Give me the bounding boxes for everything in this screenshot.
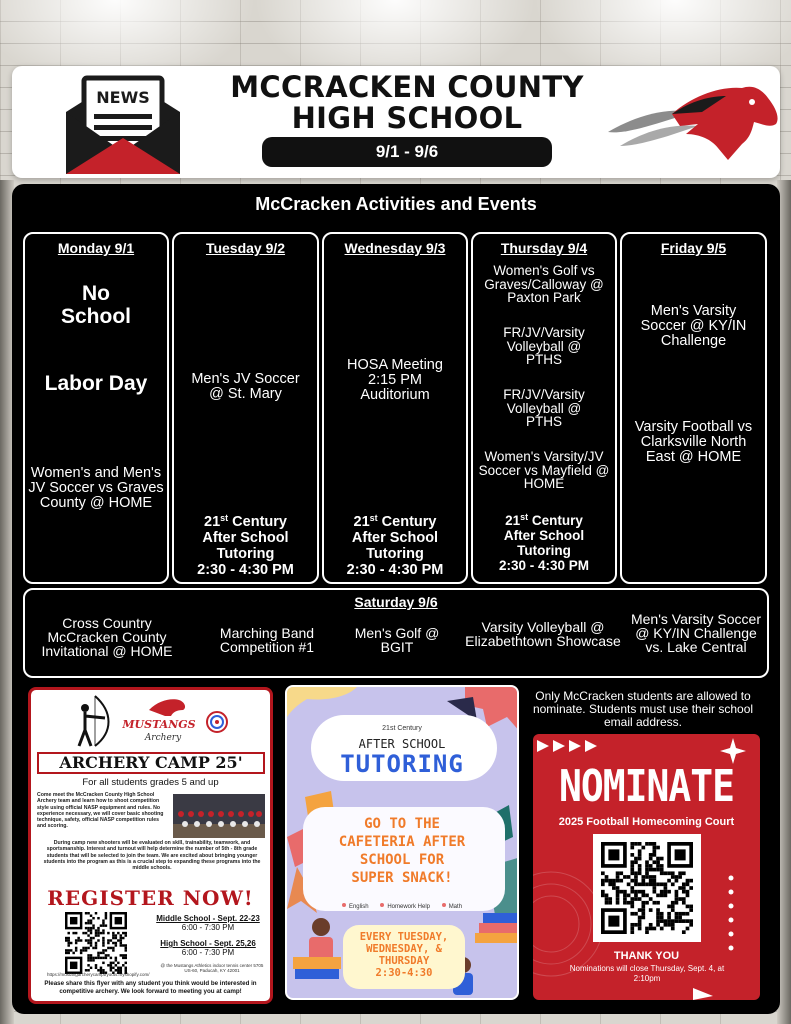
tutoring-line3: Tutoring [517,543,571,558]
school-title-line2: HIGH SCHOOL [291,101,523,135]
tutoring-after-school: AFTER SCHOOL [358,737,446,751]
tutoring-flyer [285,685,519,1000]
tutoring-21st-century: 21st Century [382,725,422,732]
tutoring-time: 2:30 - 4:30 PM [197,562,294,578]
day-heading: Monday 9/1 [57,240,135,256]
nominate-subtitle: 2025 Football Homecoming Court [558,816,735,828]
archery-footer: Please share this flyer with any student you think would be interested in competitive archery. We look forward to meeting you at camp! [44,980,257,995]
day-card-tuesday [172,232,319,584]
mustang-mascot-icon [602,78,782,166]
day-heading: Tuesday 9/2 [205,240,286,256]
archery-logo-mustangs: MUSTANGS [122,718,196,731]
schedule-line1: EVERY TUESDAY, [359,931,449,943]
nominate-deadline: Nominations will close Thursday, Sept. 4, at 2:10pm [569,964,725,983]
date-range: 9/1 - 9/6 [262,137,552,167]
archery-team-photo [173,794,265,838]
event-jv-soccer: Men's JV Soccer @ St. Mary [191,371,300,402]
high-school-schedule [149,939,267,957]
snack-line1: GO TO THE [364,816,440,832]
tutoring-line2: After School [351,530,439,546]
schedule-line4: 2:30-4:30 [375,967,433,979]
snack-line2: CAFETERIA AFTER [338,834,466,850]
tutoring-number: 21 [204,514,221,530]
tutoring-time: 2:30 - 4:30 PM [346,562,444,578]
middle-school-label: Middle School - Sept. 22-23 [156,914,260,923]
event-no-school: No School [60,282,131,328]
tutoring-century: Century [228,514,287,530]
archery-evaluation: During camp new shooters will be evaluated on skill, trainability, teamwork, and sportsmanship. Interest and turnout will help determine the number of 5th - 8th grade students that will be selected to join the team. We are excited about bringing younger students into the program as this is a crucial step to expanding these programs into the middle schools. [43,840,261,872]
newsletter-header [12,66,780,178]
tutoring-time: 2:30 - 4:30 PM [498,558,590,573]
day-card-friday [620,232,767,584]
tutoring-subject-tags [287,903,517,910]
event-labor-day: Labor Day [44,372,148,395]
event-football: Varsity Football vs Clarksville North East @ HOME [634,419,753,465]
school-title [212,72,602,134]
day-card-monday [23,232,169,584]
event-womens-soccer: Women's Varsity/JV Soccer vs Mayfield @ HOME [478,449,610,491]
nominate-qr-code[interactable] [601,842,693,934]
archery-qr-code[interactable] [65,912,127,974]
event-soccer: Women's and Men's JV Soccer vs Graves County @ HOME [28,465,164,511]
tutoring-ordinal: st [220,513,229,523]
archery-url[interactable]: https://mustangarcherycamptryouts.myshopify.com/ [47,972,150,977]
schedule-line2: WEDNESDAY, & [366,943,442,955]
tutoring-ordinal: st [520,512,529,522]
day-heading: Wednesday 9/3 [344,240,446,256]
event-volleyball: FR/JV/Varsity Volleyball @ PTHS [503,387,585,429]
event-tutoring [326,510,464,578]
archery-intro: Come meet the McCracken County High School Archery team and learn how to shoot competition style using official NASP equipment and rules. No experience necessary, we will cover basic shooting technique, safety, official NASP competition rules and scoring. [37,792,164,830]
event-mens-golf: Men's Golf @ BGIT [354,625,440,655]
middle-school-schedule [149,914,267,932]
archery-subtitle: For all students grades 5 and up [82,777,219,788]
register-now-heading: REGISTER NOW! [47,886,254,910]
activities-title: McCracken Activities and Events [255,194,537,214]
day-heading: Thursday 9/4 [500,240,588,256]
tutoring-schedule [343,931,465,979]
event-varsity-volleyball: Varsity Volleyball @ Elizabethtown Showcase [465,619,621,649]
event-womens-golf: Women's Golf vs Graves/Calloway @ Paxton Park [484,263,604,305]
nominate-thanks: THANK YOU [613,950,680,962]
high-school-label: High School - Sept. 25,26 [160,939,256,948]
tutoring-line3: Tutoring [216,546,275,562]
tutoring-number: 21 [505,513,521,528]
snack-line4: SUPER SNACK! [351,870,453,886]
news-label: NEWS [96,88,150,107]
tag-math: Math [442,904,462,910]
tutoring-century: Century [528,513,583,528]
snack-line3: SCHOOL FOR [359,852,445,868]
day-heading: Friday 9/5 [660,240,727,256]
tag-english: English [342,904,369,910]
schedule-line3: THURSDAY [378,955,430,967]
high-school-time: 6:00 - 7:30 PM [181,948,235,957]
middle-school-time: 6:00 - 7:30 PM [181,923,235,932]
tutoring-number: 21 [353,514,370,530]
archery-banner: ARCHERY CAMP 25' [37,752,265,774]
day-card-thursday [471,232,617,584]
tutoring-word: TUTORING [340,750,464,778]
event-tutoring [176,510,315,578]
event-hosa: HOSA Meeting 2:15 PM Auditorium [347,357,443,403]
nominate-title: NOMINATE [558,760,735,812]
event-mens-soccer: Men's Varsity Soccer @ KY/IN Challenge [640,303,747,349]
event-marching-band: Marching Band Competition #1 [219,625,315,655]
day-card-wednesday [322,232,468,584]
archery-logo-icon [73,692,233,748]
archery-logo-archery: Archery [144,733,182,743]
camp-venue: @ the Mustangs Athletics indoor tennis center 5705 US-60, Paducah, KY 42001 [160,963,264,973]
event-tutoring [475,510,613,573]
tutoring-ordinal: st [369,513,378,523]
archery-camp-flyer [28,687,273,1004]
event-volleyball: FR/JV/Varsity Volleyball @ PTHS [503,325,585,367]
event-mens-varsity-soccer: Men's Varsity Soccer @ KY/IN Challenge vs. Lake Central [630,611,761,655]
tutoring-century: Century [377,514,437,530]
tag-homework-help: Homework Help [380,904,430,910]
news-envelope-icon [62,72,184,178]
nomination-note: Only McCracken students are allowed to nominate. Students must use their school email address. [532,689,754,729]
school-title-line1: MCCRACKEN COUNTY [230,70,584,104]
day-card-saturday [23,588,769,678]
tutoring-line3: Tutoring [366,546,424,562]
nominate-flyer [533,734,760,1000]
day-heading: Saturday 9/6 [354,594,438,610]
tutoring-snack-message [287,815,517,887]
tutoring-line2: After School [202,530,289,546]
tutoring-line2: After School [503,528,585,543]
event-cross-country: Cross Country McCracken County Invitational @ HOME [41,615,173,659]
